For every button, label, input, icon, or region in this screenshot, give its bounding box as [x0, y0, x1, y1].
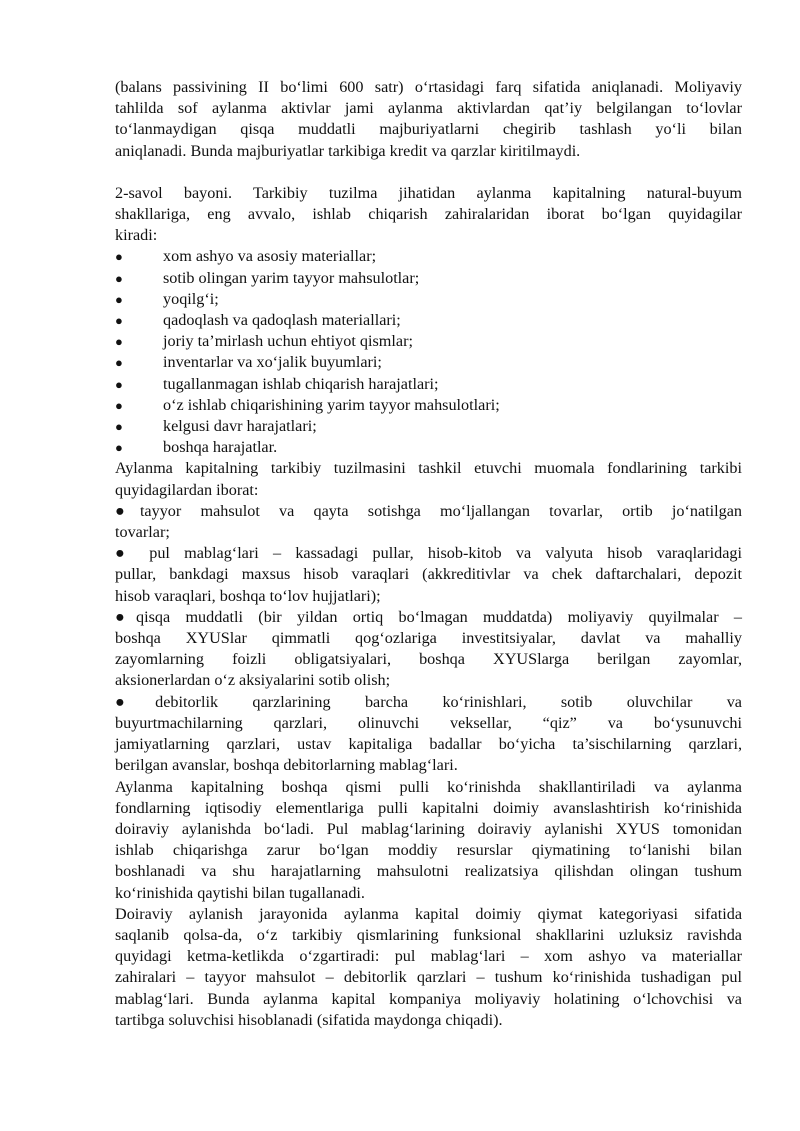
bullet-icon: ●	[115, 249, 123, 265]
list-item-text: qisqa muddatli (bir yildan ortiq bo‘lmagan muddatda) moliyaviy quyilmalar –	[136, 607, 742, 626]
text-line: tahlilda sof aylanma aktivlar jami aylanma aktivlardan qat’iy belgilangan to‘lovlar	[115, 99, 742, 118]
bullet-icon: ●	[115, 355, 123, 371]
bullet-icon: ●	[115, 607, 137, 626]
intro-paragraph	[115, 77, 742, 162]
text-line: shakllariga, eng avvalo, ishlab chiqarish zahiralaridan iborat bo‘lgan quyidagilar	[115, 205, 742, 224]
list-item	[115, 416, 742, 437]
bullet-icon: ●	[115, 334, 123, 350]
list-item	[115, 289, 742, 310]
text-line: boshqa XYUSlar qimmatli qog‘ozlariga investitsiyalar, davlat va mahalliy	[115, 629, 742, 648]
text-line: pullar, bankdagi maxsus hisob varaqlari (akkreditivlar va chek daftarchalari, depozit	[115, 565, 742, 584]
text-line: (balans passivining II bo‘limi 600 satr) o‘rtasidagi farq sifatida aniqlanadi. Moliyaviy	[115, 78, 742, 96]
text-line: hisob varaqlari, boshqa to‘lov hujjatlari);	[115, 586, 381, 605]
list-item	[115, 543, 742, 607]
list-item	[115, 352, 742, 373]
list-item	[115, 246, 742, 267]
list-item	[115, 692, 742, 777]
text-line: Aylanma kapitalning boshqa qismi pulli ko‘rinishda shakllantiriladi va aylanma	[115, 777, 742, 796]
text-line: kiradi:	[115, 226, 158, 245]
monetary-capital-paragraph	[115, 777, 742, 904]
list-item-text: yoqilg‘i;	[163, 289, 219, 308]
text-line: ko‘rinishida qaytishi bilan tugallanadi.	[115, 883, 365, 902]
text-line: tartibga soluvchisi hisoblanadi (sifatida maydonga chiqadi).	[115, 1010, 503, 1029]
text-line: quyidagi ketma-ketlikda o‘zgartiradi: pul mablag‘lari – xom ashyo va materiallar	[115, 947, 742, 966]
list-item-text: qadoqlash va qadoqlash materiallari;	[163, 311, 401, 330]
text-line: quyidagilardan iborat:	[115, 480, 259, 499]
text-line: 2-savol bayoni. Tarkibiy tuzilma jihatidan aylanma kapitalning natural-buyum	[115, 183, 742, 202]
text-line: mablag‘lari. Bunda aylanma kapital kompaniya moliyaviy holatining o‘lchovchisi va	[115, 989, 742, 1008]
bullet-icon: ●	[115, 291, 123, 307]
list-item	[115, 607, 742, 692]
text-line: tovarlar;	[115, 523, 170, 542]
text-line: jamiyatlarning qarzlari, ustav kapitaliga badallar bo‘yicha ta’sischilarning qarzlari,	[115, 735, 742, 754]
question-2-paragraph	[115, 183, 742, 247]
list-item	[115, 268, 742, 289]
bullet-icon: ●	[115, 376, 123, 392]
text-line: fondlarning iqtisodiy elementlariga pulli kapitalni doimiy avanslashtirish ko‘rinishida	[115, 798, 742, 817]
list-item-text: inventarlar va xo‘jalik buyumlari;	[163, 353, 382, 372]
list-item	[115, 501, 742, 543]
list-item-text: o‘z ishlab chiqarishining yarim tayyor mahsulotlari;	[163, 395, 500, 414]
bullet-icon: ●	[115, 544, 135, 563]
list-item	[115, 395, 742, 416]
list-item-text: joriy ta’mirlash uchun ehtiyot qismlar;	[163, 332, 413, 351]
production-stock-list	[115, 246, 742, 458]
document-page	[115, 77, 742, 1031]
text-line: doiraviy aylanishda bo‘ladi. Pul mablag‘larining doiraviy aylanishi XYUS tomonidan	[115, 819, 742, 838]
text-line: ishlab chiqarishga zarur bo‘lgan moddiy resurslar qiymatining to‘lanishi bilan	[115, 841, 742, 860]
bullet-icon: ●	[115, 270, 123, 286]
list-item-first-line	[115, 501, 742, 522]
list-item-text: debitorlik qarzlarining barcha ko‘rinishlari, sotib oluvchilar va	[155, 692, 742, 711]
list-item-text: pul mablag‘lari – kassadagi pullar, hisob-kitob va valyuta hisob varaqlaridagi	[134, 544, 743, 563]
bullet-icon: ●	[115, 397, 123, 413]
text-line: zahiralari – tayyor mahsulot – debitorlik qarzlari – tushum ko‘rinishida tushadigan pul	[115, 968, 742, 987]
list-item-text: sotib olingan yarim tayyor mahsulotlar;	[163, 268, 420, 287]
list-item-text: boshqa harajatlar.	[163, 438, 278, 457]
text-line: aksionerlardan o‘z aksiyalarini sotib olish;	[115, 671, 391, 690]
circulation-funds-intro	[115, 458, 742, 500]
text-line: aniqlanadi. Bunda majburiyatlar tarkibiga kredit va qarzlar kiritilmaydi.	[115, 141, 581, 160]
list-item-first-line	[115, 607, 742, 628]
text-line: saqlanib qolsa-da, o‘z tarkibiy qismlarining funksional shakllarini uzluksiz ravishda	[115, 925, 742, 944]
text-line: boshlanadi va shu harajatlarning mahsulotni realizatsiya qilishdan olingan tushum	[115, 862, 742, 881]
list-item	[115, 331, 742, 352]
text-line: Aylanma kapitalning tarkibiy tuzilmasini tashkil etuvchi muomala fondlarining tarkibi	[115, 459, 742, 478]
bullet-icon: ●	[115, 313, 123, 329]
list-item	[115, 437, 742, 458]
circulation-funds-list	[115, 501, 742, 777]
list-item-text: tugallanmagan ishlab chiqarish harajatlari;	[163, 374, 439, 393]
list-item-first-line	[115, 692, 742, 713]
list-item-text: tayyor mahsulot va qayta sotishga mo‘ljallangan tovarlar, ortib jo‘natilgan	[139, 501, 742, 520]
circulation-cycle-paragraph	[115, 904, 742, 1031]
paragraph-gap	[115, 162, 742, 183]
bullet-icon: ●	[115, 419, 123, 435]
text-line: buyurtmachilarning qarzlari, olinuvchi veksellar, “qiz” va bo‘ysunuvchi	[115, 713, 742, 732]
list-item	[115, 374, 742, 395]
list-item-text: xom ashyo va asosiy materiallar;	[163, 247, 377, 266]
text-line: to‘lanmaydigan qisqa muddatli majburiyatlarni chegirib tashlash yo‘li bilan	[115, 120, 742, 139]
bullet-icon: ●	[115, 440, 123, 456]
bullet-icon: ●	[115, 692, 156, 711]
list-item	[115, 310, 742, 331]
text-line: berilgan avanslar, boshqa debitorlarning mablag‘lari.	[115, 756, 458, 775]
list-item-first-line	[115, 543, 742, 564]
text-line: Doiraviy aylanish jarayonida aylanma kapital doimiy qiymat kategoriyasi sifatida	[115, 904, 742, 923]
list-item-text: kelgusi davr harajatlari;	[163, 417, 317, 436]
bullet-icon: ●	[115, 501, 140, 520]
text-line: zayomlarning foizli obligatsiyalari, boshqa XYUSlarga berilgan zayomlar,	[115, 650, 742, 669]
